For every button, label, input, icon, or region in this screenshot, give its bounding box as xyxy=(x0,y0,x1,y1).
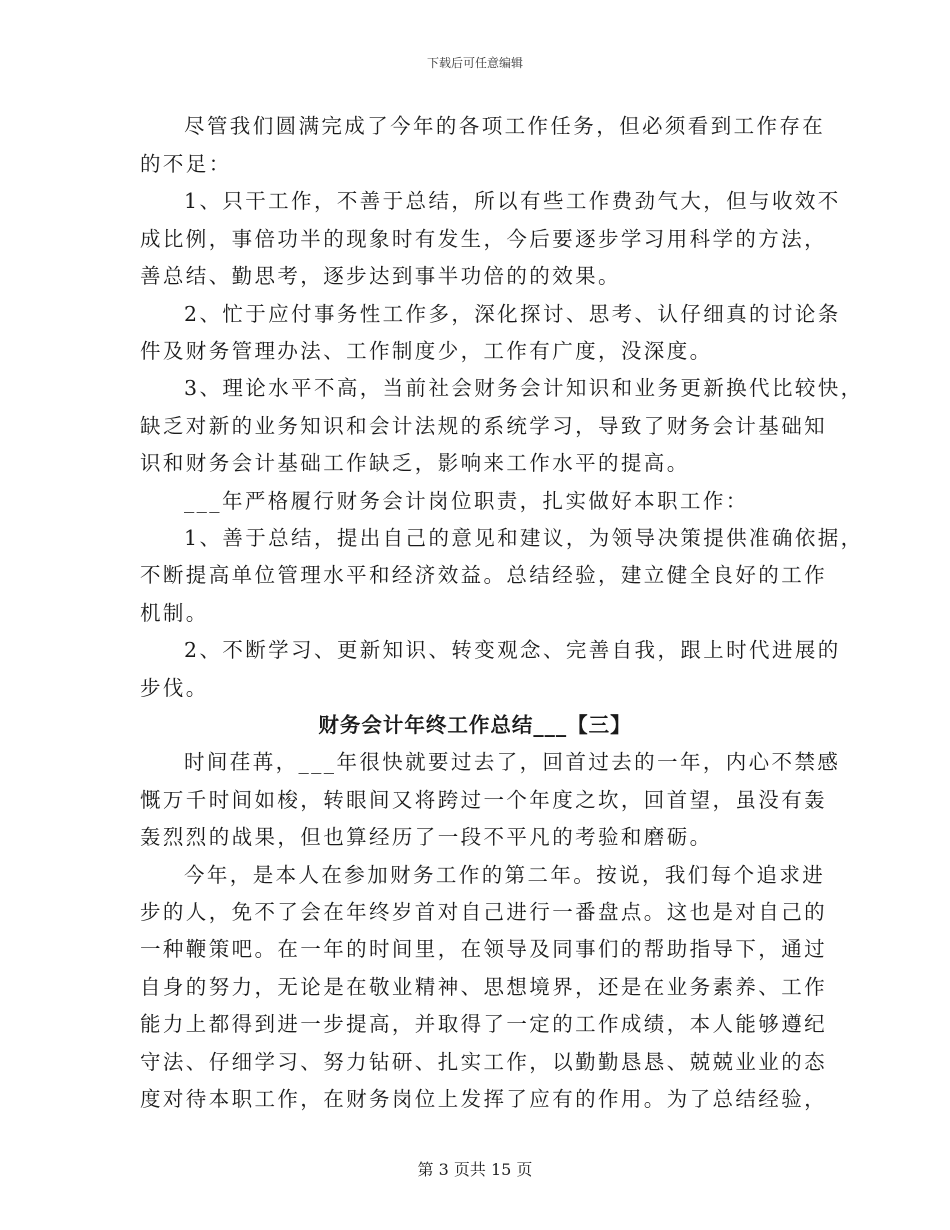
paragraph-line: ___年严格履行财务会计岗位职责，扎实做好本职工作： xyxy=(184,489,749,513)
paragraph-line: 度对待本职工作，在财务岗位上发挥了应有的作用。为了总结经验， xyxy=(140,1087,827,1111)
paragraph-line: 1、善于总结，提出自己的意见和建议，为领导决策提供准确依据， xyxy=(184,526,864,550)
page-header: 下载后可任意编辑 xyxy=(426,56,523,70)
paragraph-line: 尽管我们圆满完成了今年的各项工作任务，但必须看到工作存在 xyxy=(184,114,826,138)
paragraph-line: 不断提高单位管理水平和经济效益。总结经验，建立健全良好的工作 xyxy=(140,563,827,587)
paragraph-line: 识和财务会计基础工作缺乏，影响来工作水平的提高。 xyxy=(140,451,690,475)
paragraph-line: 守法、仔细学习、努力钻研、扎实工作，以勤勤恳恳、兢兢业业的态 xyxy=(140,1050,827,1074)
paragraph-line: 时间荏苒，___年很快就要过去了，回首过去的一年，内心不禁感 xyxy=(184,750,841,774)
paragraph-line: 步伐。 xyxy=(140,676,209,700)
paragraph-line: 3、理论水平不高，当前社会财务会计知识和业务更新换代比较快， xyxy=(184,376,864,400)
paragraph-line: 件及财务管理办法、工作制度少，工作有广度，没深度。 xyxy=(140,339,713,363)
paragraph-line: 慨万千时间如梭，转眼间又将跨过一个年度之坎，回首望，虽没有轰 xyxy=(140,788,827,812)
paragraph-line: 的不足： xyxy=(140,152,232,176)
paragraph-line: 机制。 xyxy=(140,601,209,625)
section-heading: 财务会计年终工作总结___【三】 xyxy=(318,713,632,737)
paragraph-line: 今年，是本人在参加财务工作的第二年。按说，我们每个追求进 xyxy=(184,863,826,887)
paragraph-line: 自身的努力，无论是在敬业精神、思想境界，还是在业务素养、工作 xyxy=(140,975,827,999)
paragraph-line: 缺乏对新的业务知识和会计法规的系统学习，导致了财务会计基础知 xyxy=(140,414,827,438)
paragraph-line: 一种鞭策吧。在一年的时间里，在领导及同事们的帮助指导下，通过 xyxy=(140,937,827,961)
paragraph-line: 1、只干工作，不善于总结，所以有些工作费劲气大，但与收效不 xyxy=(184,189,841,213)
page-number: 第 3 页共 15 页 xyxy=(417,1160,533,1179)
paragraph-line: 善总结、勤思考，逐步达到事半功倍的的效果。 xyxy=(140,264,621,288)
paragraph-line: 能力上都得到进一步提高，并取得了一定的工作成绩，本人能够遵纪 xyxy=(140,1012,827,1036)
paragraph-line: 轰烈烈的战果，但也算经历了一段不平凡的考验和磨砺。 xyxy=(140,825,713,849)
paragraph-line: 步的人，免不了会在年终岁首对自己进行一番盘点。这也是对自己的 xyxy=(140,900,827,924)
paragraph-line: 2、忙于应付事务性工作多，深化探讨、思考、认仔细真的讨论条 xyxy=(184,302,841,326)
paragraph-line: 成比例，事倍功半的现象时有发生，今后要逐步学习用科学的方法， xyxy=(140,227,827,251)
paragraph-line: 2、不断学习、更新知识、转变观念、完善自我，跟上时代进展的 xyxy=(184,638,841,662)
